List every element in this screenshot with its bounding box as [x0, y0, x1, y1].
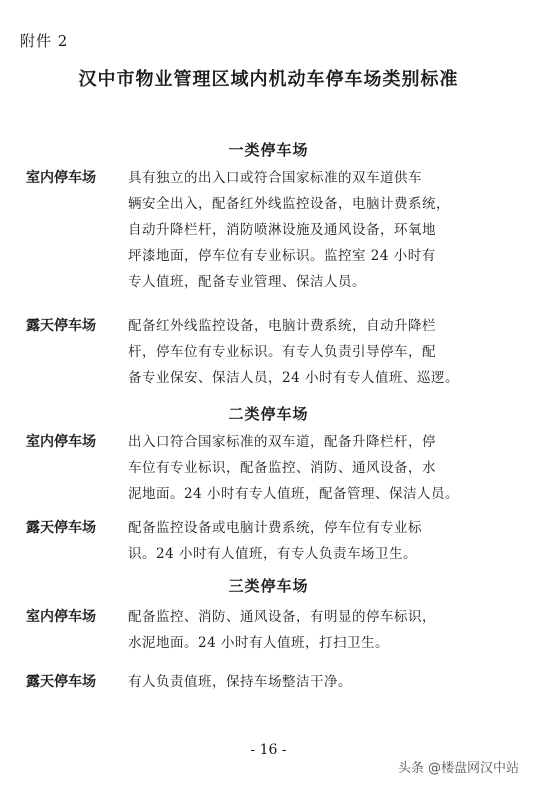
text-line: 具有独立的出入口或符合国家标准的双车道供车: [128, 170, 422, 186]
page-number: - 16 -: [250, 742, 287, 758]
text-line: 车位有专业标识，配备监控、消防、通风设备，水: [128, 460, 436, 476]
document-title: 汉中市物业管理区域内机动车停车场类别标准: [78, 69, 459, 90]
section-title-class-1: 一类停车场: [228, 141, 309, 159]
text-line: 有人负责值班，保持车场整洁干净。: [128, 674, 352, 690]
entry-text: [128, 604, 508, 656]
text-line: 专人值班，配备专业管理、保洁人员。: [128, 274, 366, 290]
entry-text: [128, 165, 508, 295]
text-line: 辆安全出入，配备红外线监控设备，电脑计费系统，: [128, 196, 450, 212]
entry-text: [128, 313, 508, 391]
watermark: [398, 757, 519, 776]
entry-label: 室内停车场: [26, 434, 96, 450]
text-line: 出入口符合国家标准的双车道，配备升降栏杆，停: [128, 434, 436, 450]
attachment-label: 附件 2: [20, 32, 69, 50]
text-line: 泥地面。24 小时有专人值班，配备管理、保洁人员。: [128, 486, 459, 502]
entry-text: [128, 515, 508, 567]
text-line: 自动升降栏杆，消防喷淋设施及通风设备，环氧地: [128, 222, 436, 238]
text-line: 水泥地面。24 小时有人值班，打扫卫生。: [128, 635, 389, 651]
text-line: 坪漆地面，停车位有专业标识。监控室 24 小时有: [128, 248, 436, 264]
entry-label: 露天停车场: [26, 318, 96, 334]
text-line: 识。24 小时有人值班，有专人负责车场卫生。: [128, 546, 417, 562]
entry-label: 露天停车场: [26, 674, 96, 690]
text-line: 备专业保安、保洁人员，24 小时有专人值班、巡逻。: [128, 370, 459, 386]
text-line: 配备红外线监控设备，电脑计费系统，自动升降栏: [128, 318, 436, 334]
entry-label: 露天停车场: [26, 520, 96, 536]
section-title-class-3: 三类停车场: [228, 577, 309, 595]
entry-label: 室内停车场: [26, 170, 96, 186]
text-line: 配备监控设备或电脑计费系统，停车位有专业标: [128, 520, 422, 536]
text-line: 杆，停车位有专业标识。有专人负责引导停车，配: [128, 344, 436, 360]
text-line: 配备监控、消防、通风设备，有明显的停车标识，: [128, 609, 436, 625]
watermark-text: 头条 @楼盘网汉中站: [397, 761, 519, 776]
entry-text: [128, 669, 508, 695]
section-title-class-2: 二类停车场: [228, 405, 309, 423]
entry-label: 室内停车场: [26, 609, 96, 625]
entry-text: [128, 429, 508, 507]
